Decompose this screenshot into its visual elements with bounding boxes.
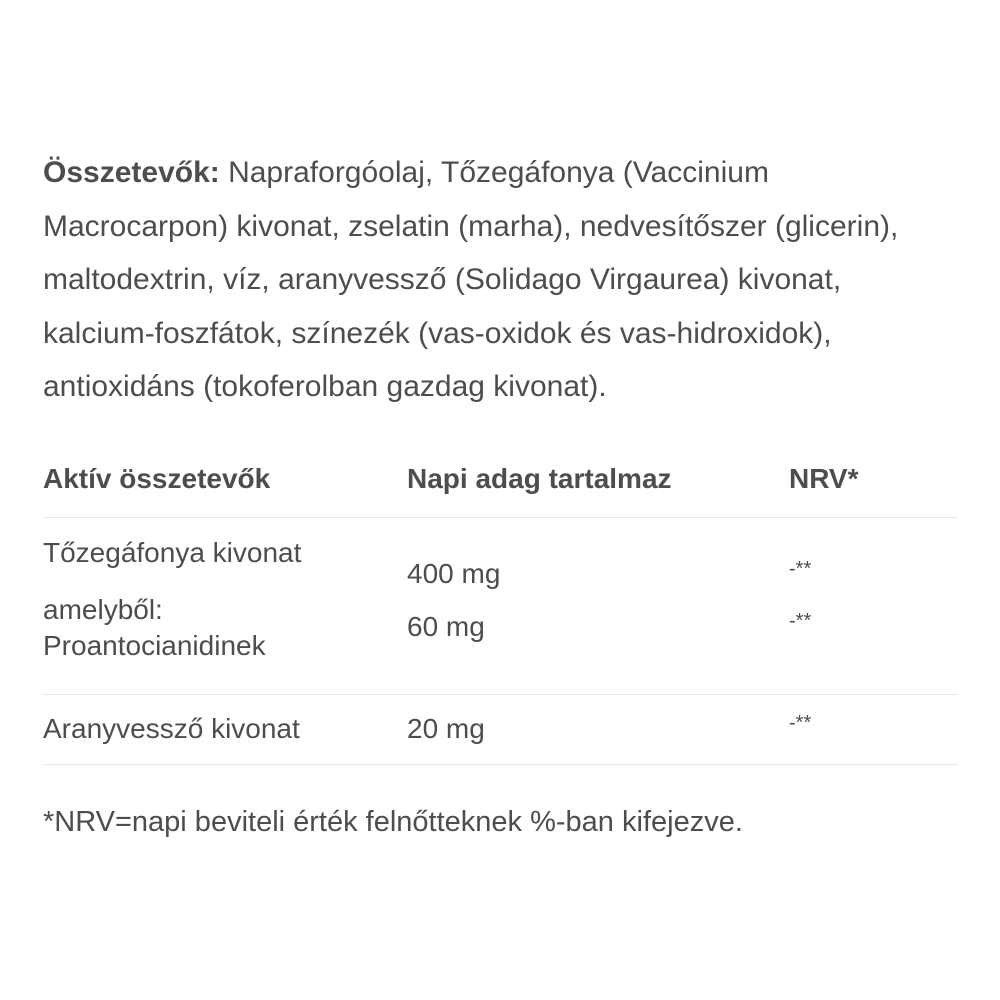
ingredient-amount: 20 mg	[407, 713, 485, 744]
header-active-ingredients: Aktív összetevők	[43, 463, 271, 494]
ingredient-name: Tőzegáfonya kivonat	[43, 537, 302, 568]
ingredients-paragraph	[43, 146, 943, 414]
table-row	[43, 695, 958, 765]
header-daily-dose: Napi adag tartalmaz	[407, 463, 672, 494]
nrv-footnote: *NRV=napi beviteli érték felnőtteknek %-ban kifejezve.	[43, 806, 743, 838]
ingredient-amount: 400 mg	[407, 558, 501, 589]
ingredients-label: Összetevők:	[43, 156, 220, 189]
table-header	[43, 448, 958, 518]
ingredient-nrv: -**	[789, 558, 812, 580]
ingredient-sub-name: Proantocianidinek	[43, 630, 266, 661]
ingredient-name: Aranyvessző kivonat	[43, 713, 300, 744]
active-ingredients-table	[43, 448, 958, 765]
ingredients-text: Napraforgóolaj, Tőzegáfonya (Vaccinium Macrocarpon) kivonat, zselatin (marha), nedvesítőszer (glicerin), maltodextrin, víz, aranyvessző (Solidago Virgaurea) kivonat, kalcium-foszfátok, színezék (vas-oxidok és vas-hidroxidok), antioxidáns (tokoferolban gazdag kivonat).	[43, 156, 899, 403]
header-nrv: NRV*	[789, 463, 859, 494]
ingredient-nrv: -**	[789, 712, 812, 734]
table-row	[43, 518, 958, 695]
ingredient-sub-amount: 60 mg	[407, 611, 485, 642]
ingredient-subtitle: amelyből:	[43, 594, 163, 625]
ingredient-sub-nrv: -**	[789, 610, 812, 632]
